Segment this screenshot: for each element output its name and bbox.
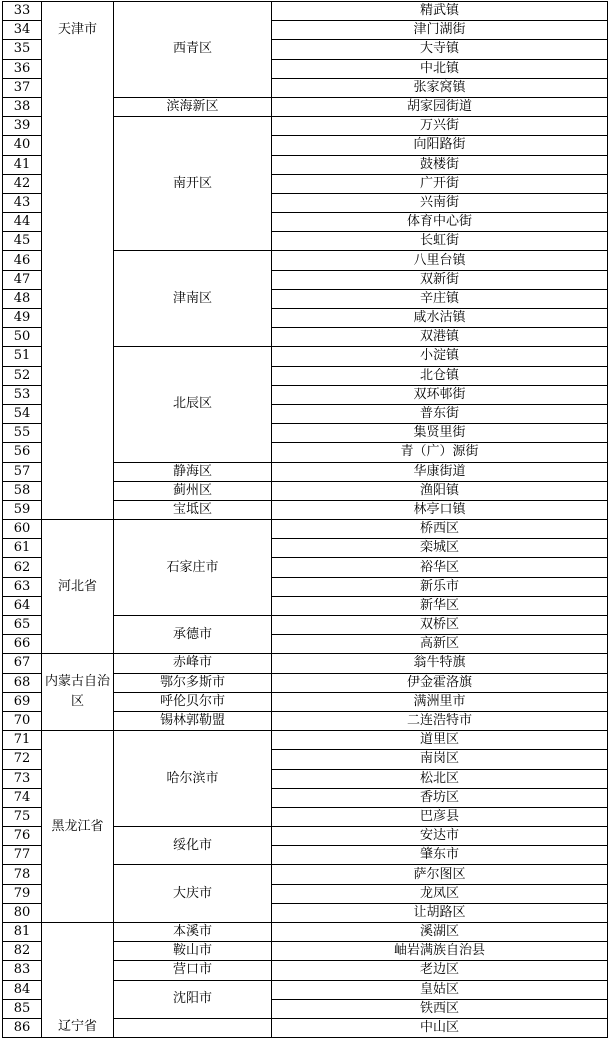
row-number: 33 bbox=[3, 2, 42, 21]
table-row bbox=[3, 520, 608, 539]
town-cell: 中山区 bbox=[272, 1018, 608, 1037]
row-number: 80 bbox=[3, 903, 42, 922]
row-number: 75 bbox=[3, 807, 42, 826]
row-number: 86 bbox=[3, 1018, 42, 1037]
province-cell: 天津市 bbox=[42, 2, 114, 520]
town-cell: 满洲里市 bbox=[272, 692, 608, 711]
row-number: 57 bbox=[3, 462, 42, 481]
city-cell bbox=[114, 1018, 272, 1037]
province-cell: 河北省 bbox=[42, 520, 114, 654]
row-number: 68 bbox=[3, 673, 42, 692]
city-cell: 鞍山市 bbox=[114, 942, 272, 961]
town-cell: 长虹街 bbox=[272, 232, 608, 251]
town-cell: 万兴街 bbox=[272, 117, 608, 136]
town-cell: 双新街 bbox=[272, 270, 608, 289]
town-cell: 普东街 bbox=[272, 404, 608, 423]
town-cell: 双港镇 bbox=[272, 328, 608, 347]
town-cell: 北仓镇 bbox=[272, 366, 608, 385]
town-cell: 新华区 bbox=[272, 596, 608, 615]
row-number: 53 bbox=[3, 385, 42, 404]
town-cell: 二连浩特市 bbox=[272, 711, 608, 730]
row-number: 65 bbox=[3, 616, 42, 635]
row-number: 73 bbox=[3, 769, 42, 788]
row-number: 35 bbox=[3, 40, 42, 59]
town-cell: 双桥区 bbox=[272, 616, 608, 635]
row-number: 72 bbox=[3, 750, 42, 769]
town-cell: 裕华区 bbox=[272, 558, 608, 577]
town-cell: 体育中心街 bbox=[272, 213, 608, 232]
town-cell: 栾城区 bbox=[272, 539, 608, 558]
row-number: 74 bbox=[3, 788, 42, 807]
town-cell: 张家窝镇 bbox=[272, 78, 608, 97]
city-cell: 西青区 bbox=[114, 2, 272, 98]
town-cell: 巴彦县 bbox=[272, 807, 608, 826]
row-number: 62 bbox=[3, 558, 42, 577]
row-number: 79 bbox=[3, 884, 42, 903]
table-row bbox=[3, 654, 608, 673]
row-number: 45 bbox=[3, 232, 42, 251]
row-number: 42 bbox=[3, 174, 42, 193]
town-cell: 让胡路区 bbox=[272, 903, 608, 922]
row-number: 43 bbox=[3, 193, 42, 212]
town-cell: 萨尔图区 bbox=[272, 865, 608, 884]
town-cell: 精武镇 bbox=[272, 2, 608, 21]
town-cell: 兴南街 bbox=[272, 193, 608, 212]
town-cell: 安达市 bbox=[272, 827, 608, 846]
city-cell: 宝坻区 bbox=[114, 500, 272, 519]
row-number: 60 bbox=[3, 520, 42, 539]
row-number: 71 bbox=[3, 731, 42, 750]
city-cell: 大庆市 bbox=[114, 865, 272, 923]
town-cell: 岫岩满族自治县 bbox=[272, 942, 608, 961]
city-cell: 静海区 bbox=[114, 462, 272, 481]
city-cell: 营口市 bbox=[114, 961, 272, 980]
town-cell: 辛庄镇 bbox=[272, 289, 608, 308]
city-cell: 锡林郭勒盟 bbox=[114, 711, 272, 730]
town-cell: 小淀镇 bbox=[272, 347, 608, 366]
row-number: 78 bbox=[3, 865, 42, 884]
town-cell: 桥西区 bbox=[272, 520, 608, 539]
town-cell: 香坊区 bbox=[272, 788, 608, 807]
row-number: 70 bbox=[3, 711, 42, 730]
city-cell: 石家庄市 bbox=[114, 520, 272, 616]
town-cell: 铁西区 bbox=[272, 999, 608, 1018]
row-number: 76 bbox=[3, 827, 42, 846]
row-number: 67 bbox=[3, 654, 42, 673]
city-cell: 承德市 bbox=[114, 616, 272, 654]
row-number: 82 bbox=[3, 942, 42, 961]
row-number: 48 bbox=[3, 289, 42, 308]
town-cell: 集贤里街 bbox=[272, 424, 608, 443]
town-cell: 高新区 bbox=[272, 635, 608, 654]
city-cell: 津南区 bbox=[114, 251, 272, 347]
row-number: 54 bbox=[3, 404, 42, 423]
province-cell: 黑龙江省 bbox=[42, 731, 114, 923]
row-number: 58 bbox=[3, 481, 42, 500]
town-cell: 皇姑区 bbox=[272, 980, 608, 999]
row-number: 52 bbox=[3, 366, 42, 385]
town-cell: 林亭口镇 bbox=[272, 500, 608, 519]
row-number: 41 bbox=[3, 155, 42, 174]
town-cell: 南岗区 bbox=[272, 750, 608, 769]
row-number: 55 bbox=[3, 424, 42, 443]
city-cell: 呼伦贝尔市 bbox=[114, 692, 272, 711]
row-number: 47 bbox=[3, 270, 42, 289]
city-cell: 鄂尔多斯市 bbox=[114, 673, 272, 692]
city-cell: 哈尔滨市 bbox=[114, 731, 272, 827]
row-number: 64 bbox=[3, 596, 42, 615]
row-number: 85 bbox=[3, 999, 42, 1018]
table-body bbox=[3, 2, 608, 1038]
row-number: 61 bbox=[3, 539, 42, 558]
row-number: 34 bbox=[3, 21, 42, 40]
table-row bbox=[3, 731, 608, 750]
town-cell: 翁牛特旗 bbox=[272, 654, 608, 673]
town-cell: 渔阳镇 bbox=[272, 481, 608, 500]
town-cell: 华康街道 bbox=[272, 462, 608, 481]
town-cell: 伊金霍洛旗 bbox=[272, 673, 608, 692]
town-cell: 鼓楼街 bbox=[272, 155, 608, 174]
town-cell: 老边区 bbox=[272, 961, 608, 980]
city-cell: 蓟州区 bbox=[114, 481, 272, 500]
town-cell: 向阳路街 bbox=[272, 136, 608, 155]
town-cell: 溪湖区 bbox=[272, 923, 608, 942]
row-number: 77 bbox=[3, 846, 42, 865]
town-cell: 新乐市 bbox=[272, 577, 608, 596]
district-table bbox=[2, 1, 608, 1038]
city-cell: 沈阳市 bbox=[114, 980, 272, 1018]
town-cell: 中北镇 bbox=[272, 59, 608, 78]
row-number: 51 bbox=[3, 347, 42, 366]
row-number: 36 bbox=[3, 59, 42, 78]
town-cell: 道里区 bbox=[272, 731, 608, 750]
row-number: 84 bbox=[3, 980, 42, 999]
row-number: 44 bbox=[3, 213, 42, 232]
province-cell: 内蒙古自治区 bbox=[42, 654, 114, 731]
town-cell: 大寺镇 bbox=[272, 40, 608, 59]
town-cell: 胡家园街道 bbox=[272, 97, 608, 116]
row-number: 49 bbox=[3, 309, 42, 328]
row-number: 69 bbox=[3, 692, 42, 711]
town-cell: 咸水沽镇 bbox=[272, 309, 608, 328]
town-cell: 八里台镇 bbox=[272, 251, 608, 270]
row-number: 81 bbox=[3, 923, 42, 942]
town-cell: 肇东市 bbox=[272, 846, 608, 865]
city-cell: 南开区 bbox=[114, 117, 272, 251]
town-cell: 双环邨街 bbox=[272, 385, 608, 404]
row-number: 39 bbox=[3, 117, 42, 136]
row-number: 46 bbox=[3, 251, 42, 270]
row-number: 59 bbox=[3, 500, 42, 519]
city-cell: 北辰区 bbox=[114, 347, 272, 462]
table-row bbox=[3, 923, 608, 942]
city-cell: 赤峰市 bbox=[114, 654, 272, 673]
town-cell: 青（广）源街 bbox=[272, 443, 608, 462]
city-cell: 绥化市 bbox=[114, 827, 272, 865]
row-number: 37 bbox=[3, 78, 42, 97]
row-number: 50 bbox=[3, 328, 42, 347]
province-cell: 辽宁省 bbox=[42, 923, 114, 1038]
town-cell: 津门湖街 bbox=[272, 21, 608, 40]
row-number: 83 bbox=[3, 961, 42, 980]
town-cell: 龙凤区 bbox=[272, 884, 608, 903]
city-cell: 本溪市 bbox=[114, 923, 272, 942]
city-cell: 滨海新区 bbox=[114, 97, 272, 116]
row-number: 63 bbox=[3, 577, 42, 596]
town-cell: 广开街 bbox=[272, 174, 608, 193]
row-number: 66 bbox=[3, 635, 42, 654]
table-row bbox=[3, 2, 608, 21]
row-number: 56 bbox=[3, 443, 42, 462]
town-cell: 松北区 bbox=[272, 769, 608, 788]
row-number: 38 bbox=[3, 97, 42, 116]
row-number: 40 bbox=[3, 136, 42, 155]
